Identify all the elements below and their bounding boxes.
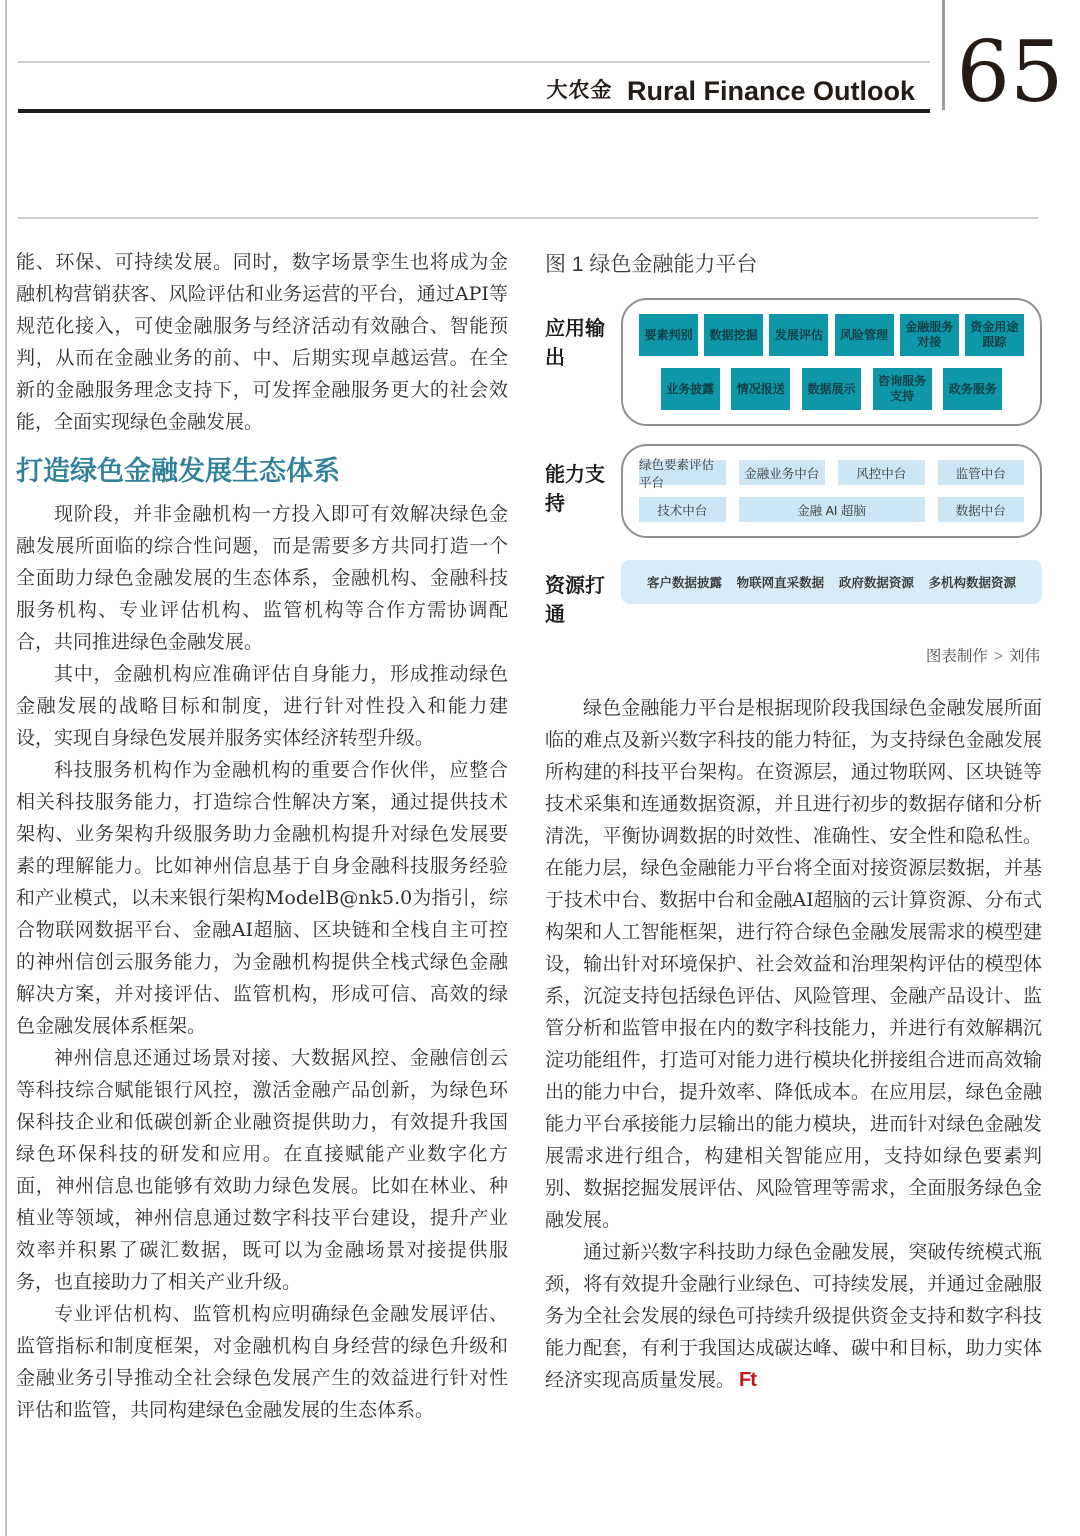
diagram-box: 风控中台 bbox=[838, 460, 925, 485]
diagram-box: 数据展示 bbox=[802, 368, 861, 410]
diagram-box: 金融业务中台 bbox=[739, 460, 826, 485]
figure-title: 图 1 绿色金融能力平台 bbox=[545, 253, 758, 276]
resource-item: 多机构数据资源 bbox=[928, 576, 1016, 590]
paragraph: 神州信息还通过场景对接、大数据风控、金融信创云等科技综合赋能银行风控，激活金融产品创新，为绿色环保科技企业和低碳创新企业融资提供助力，有效提升我国绿色环保科技的研发和应用。在直接赋能产业数字化方面，神州信息也能够有效助力绿色发展。比如在林业、种植业等领域，神州信息通过数字科技平台建设，提升产业效率并积累了碳汇数据，既可以为金融场景对接提供服务，也直接助力了相关产业升级。 bbox=[16, 1047, 508, 1293]
paragraph: 现阶段，并非金融机构一方投入即可有效解决绿色金融发展所面临的综合性问题，而是需要多方共同打造一个全面助力绿色金融发展的生态体系，金融机构、金融科技服务机构、专业评估机构、监管机构等合作方需协调配合，共同推进绿色金融发展。 bbox=[16, 503, 508, 653]
paragraph bbox=[545, 1236, 1042, 1396]
diagram-box: 数据挖掘 bbox=[704, 314, 763, 356]
journal-header bbox=[547, 74, 916, 107]
diagram-box: 发展评估 bbox=[769, 314, 828, 356]
diagram-box: 业务披露 bbox=[661, 368, 720, 410]
figure-layer-resource-connection bbox=[545, 556, 1042, 627]
diagram-box: 监管中台 bbox=[938, 460, 1025, 485]
figure-1 bbox=[545, 248, 1042, 666]
header-sub-rule bbox=[18, 217, 1038, 219]
journal-name-en: Rural Finance Outlook bbox=[626, 76, 915, 106]
diagram-box: 金融服务对接 bbox=[900, 314, 959, 356]
capability-grid bbox=[639, 457, 1024, 522]
diagram-box: 情况报送 bbox=[731, 368, 790, 410]
paragraph: 能、环保、可持续发展。同时，数字场景孪生也将成为金融机构营销获客、风险评估和业务运营的平台，通过API等规范化接入，可使金融服务与经济活动有效融合、智能预判，从而在金融业务的前、中、后期实现卓越运营。在全新的金融服务理念支持下，可发挥金融服务更大的社会效能，全面实现绿色金融发展。 bbox=[16, 251, 508, 433]
layer-label: 应用输出 bbox=[545, 318, 605, 369]
right-column bbox=[545, 248, 1042, 1396]
header-black-rule bbox=[18, 109, 930, 113]
article-end-mark: Ft bbox=[739, 1369, 756, 1391]
figure-credit-name: 刘伟 bbox=[1008, 648, 1040, 665]
left-edge-rule bbox=[5, 0, 7, 1536]
figure-credit-label: 图表制作 bbox=[925, 648, 988, 665]
paragraph: 绿色金融能力平台是根据现阶段我国绿色金融发展所面临的难点及新兴数字科技的能力特征，为支持绿色金融发展所构建的科技平台架构。在资源层，通过物联网、区块链等技术采集和连通数据资源，并且进行初步的数据存储和分析清洗，平衡协调数据的时效性、准确性、安全性和隐私性。在能力层，绿色金融能力平台将全面对接资源层数据，并基于技术中台、数据中台和金融AI超脑的云计算资源、分布式构架和人工智能框架，进行符合绿色金融发展需求的模型建设，输出针对环境保护、社会效益和治理架构评估的模型体系，沉淀支持包括绿色评估、风险管理、金融产品设计、监管分析和监管申报在内的数字科技能力，并进行有效解耦沉淀功能组件，打造可对能力进行模块化拼接组合进而高效输出的能力中台，提升效率、降低成本。在应用层，绿色金融能力平台承接能力层输出的能力模块，进而针对绿色金融发展需求进行组合，构建相关智能应用，支持如绿色要素判别、数据挖掘发展评估、风险管理等需求，全面服务绿色金融发展。 bbox=[545, 697, 1042, 1231]
header-vertical-divider bbox=[942, 0, 945, 110]
resource-band bbox=[621, 560, 1042, 604]
resource-item: 物联网直采数据 bbox=[736, 576, 825, 590]
resource-item: 客户数据披露 bbox=[647, 576, 723, 590]
figure-credit bbox=[545, 644, 1040, 666]
diagram-box: 资金用途跟踪 bbox=[965, 314, 1024, 356]
figure-credit-separator: > bbox=[993, 648, 1003, 665]
layer-label: 资源打通 bbox=[545, 575, 605, 626]
capability-support-frame bbox=[621, 444, 1042, 538]
application-output-frame bbox=[621, 298, 1042, 426]
paragraph: 专业评估机构、监管机构应明确绿色金融发展评估、监管指标和制度框架，对金融机构自身经营的绿色升级和金融业务引导推动全社会绿色发展产生的效益进行针对性评估和监管，共同构建绿色金融发展的生态体系。 bbox=[16, 1303, 508, 1421]
paragraph: 科技服务机构作为金融机构的重要合作伙伴，应整合相关科技服务能力，打造综合性解决方案，通过提供技术架构、业务架构升级服务助力金融机构提升对绿色发展要素的理解能力。比如神州信息基于自身金融科技服务经验和产业模式，以未来银行架构ModelB@nk5.0为指引，综合物联网数据平台、金融AI超脑、区块链和全栈自主可控的神州信创云服务能力，为金融机构提供全栈式绿色金融解决方案，并对接评估、监管机构，形成可信、高效的绿色金融发展体系框架。 bbox=[16, 759, 508, 1037]
paragraph-text: 通过新兴数字科技助力绿色金融发展，突破传统模式瓶颈，将有效提升金融行业绿色、可持续发展，并通过金融服务为全社会发展的绿色可持续升级提供资金支持和数字科技能力配套，有利于我国达成碳达峰、碳中和目标，助力实体经济实现高质量发展。 bbox=[545, 1241, 1042, 1391]
figure-layer-capability-support bbox=[545, 444, 1042, 538]
figure-layer-application-output bbox=[545, 298, 1042, 426]
left-column bbox=[16, 246, 508, 1426]
diagram-box: 数据中台 bbox=[938, 497, 1025, 522]
page-number: 65 bbox=[956, 23, 1064, 121]
application-output-row-2 bbox=[639, 368, 1024, 410]
diagram-box: 风险管理 bbox=[835, 314, 894, 356]
section-heading: 打造绿色金融发展生态体系 bbox=[16, 456, 340, 486]
layer-label: 能力支持 bbox=[545, 464, 605, 515]
resource-item: 政府数据资源 bbox=[838, 576, 914, 590]
diagram-box: 政务服务 bbox=[943, 368, 1002, 410]
application-output-row-1 bbox=[639, 314, 1024, 356]
diagram-box: 咨询服务支持 bbox=[873, 368, 932, 410]
journal-name-cn: 大农金 bbox=[546, 79, 613, 102]
diagram-box: 要素判别 bbox=[639, 314, 698, 356]
diagram-box: 技术中台 bbox=[639, 497, 726, 522]
diagram-box: 绿色要素评估平台 bbox=[639, 460, 726, 485]
paragraph: 其中，金融机构应准确评估自身能力，形成推动绿色金融发展的战略目标和制度，进行针对性投入和能力建设，实现自身绿色发展并服务实体经济转型升级。 bbox=[16, 663, 508, 749]
header-top-rule bbox=[18, 61, 930, 63]
diagram-box: 金融 AI 超脑 bbox=[739, 497, 925, 522]
